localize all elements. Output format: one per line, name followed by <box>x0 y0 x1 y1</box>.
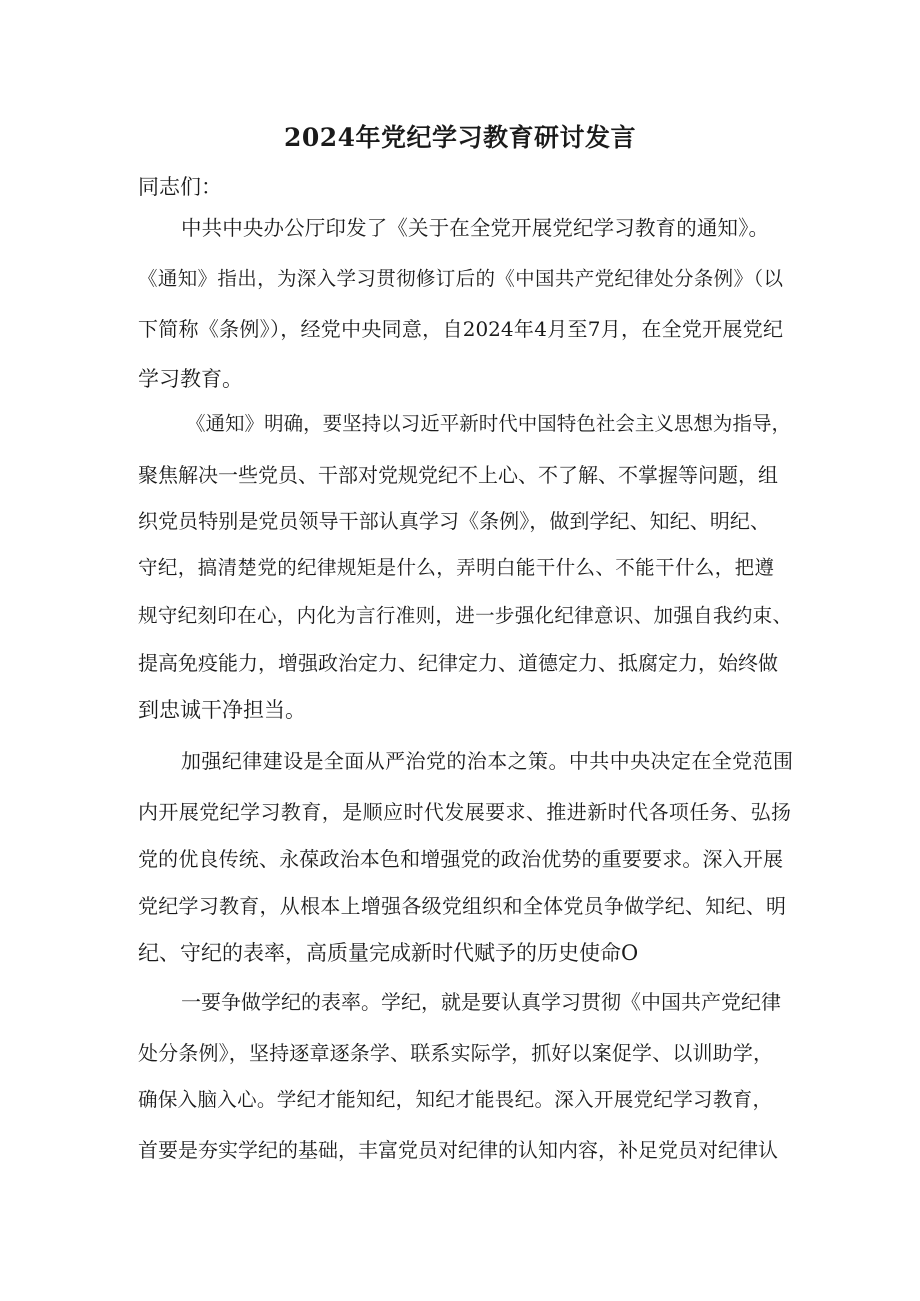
paragraph-4-line-1: 一要争做学纪的表率。学纪，就是要认真学习贯彻《中国共产党纪律 <box>181 990 781 1014</box>
paragraph-3-line-2: 内开展党纪学习教育，是顺应时代发展要求、推进新时代各项任务、弘扬 <box>138 800 791 824</box>
paragraph-2-line-3: 织党员特别是党员领导干部认真学习《条例》，做到学纪、知纪、明纪、 <box>138 509 770 533</box>
paragraph-3-line-1: 加强纪律建设是全面从严治党的治本之策。中共中央决定在全党范围 <box>181 749 793 773</box>
paragraph-4-line-3: 确保入脑入心。学纪才能知纪，知纪才能畏纪。深入开展党纪学习教育， <box>138 1088 772 1111</box>
salutation: 同志们： <box>138 175 222 199</box>
paragraph-4-line-4: 首要是夯实学纪的基础，丰富党员对纪律的认知内容，补足党员对纪律认 <box>138 1138 778 1162</box>
paragraph-1-line-3: 下简称《条例》），经党中央同意，自2024年4月至7月，在全党开展党纪 <box>138 317 783 341</box>
paragraph-2-line-1: 《通知》明确，要坚持以习近平新时代中国特色社会主义思想为指导， <box>186 412 791 435</box>
document-title: 2024年党纪学习教育研讨发言 <box>283 123 637 152</box>
paragraph-2-line-4: 守纪，搞清楚党的纪律规矩是什么，弄明白能干什么、不能干什么，把遵 <box>138 556 774 579</box>
paragraph-1-line-1: 中共中央办公厅印发了《关于在全党开展党纪学习教育的通知》。 <box>181 216 769 240</box>
paragraph-1-line-4: 学习教育。 <box>138 367 243 391</box>
paragraph-1-line-2: 《通知》指出，为深入学习贯彻修订后的《中国共产党纪律处分条例》（以 <box>138 267 783 290</box>
paragraph-2-line-2: 聚焦解决一些党员、干部对党规党纪不上心、不了解、不掌握等问题，组 <box>138 463 778 487</box>
paragraph-2-line-6: 提高免疫能力，增强政治定力、纪律定力、道德定力、抵腐定力，始终做 <box>138 651 778 675</box>
paragraph-3-line-5: 纪、守纪的表率，高质量完成新时代赋予的历史使命O <box>138 941 639 965</box>
paragraph-3-line-4: 党纪学习教育，从根本上增强各级党组织和全体党员争做学纪、知纪、明 <box>138 894 786 918</box>
paragraph-4-line-2: 处分条例》，坚持逐章逐条学、联系实际学，抓好以案促学、以训助学， <box>138 1041 773 1065</box>
paragraph-3-line-3: 党的优良传统、永葆政治本色和增强党的政治优势的重要要求。深入开展 <box>138 847 783 871</box>
paragraph-2-line-5: 规守纪刻印在心，内化为言行准则，进一步强化纪律意识、加强自我约束、 <box>138 604 792 627</box>
paragraph-2-line-7: 到忠诚干净担当。 <box>138 698 306 722</box>
